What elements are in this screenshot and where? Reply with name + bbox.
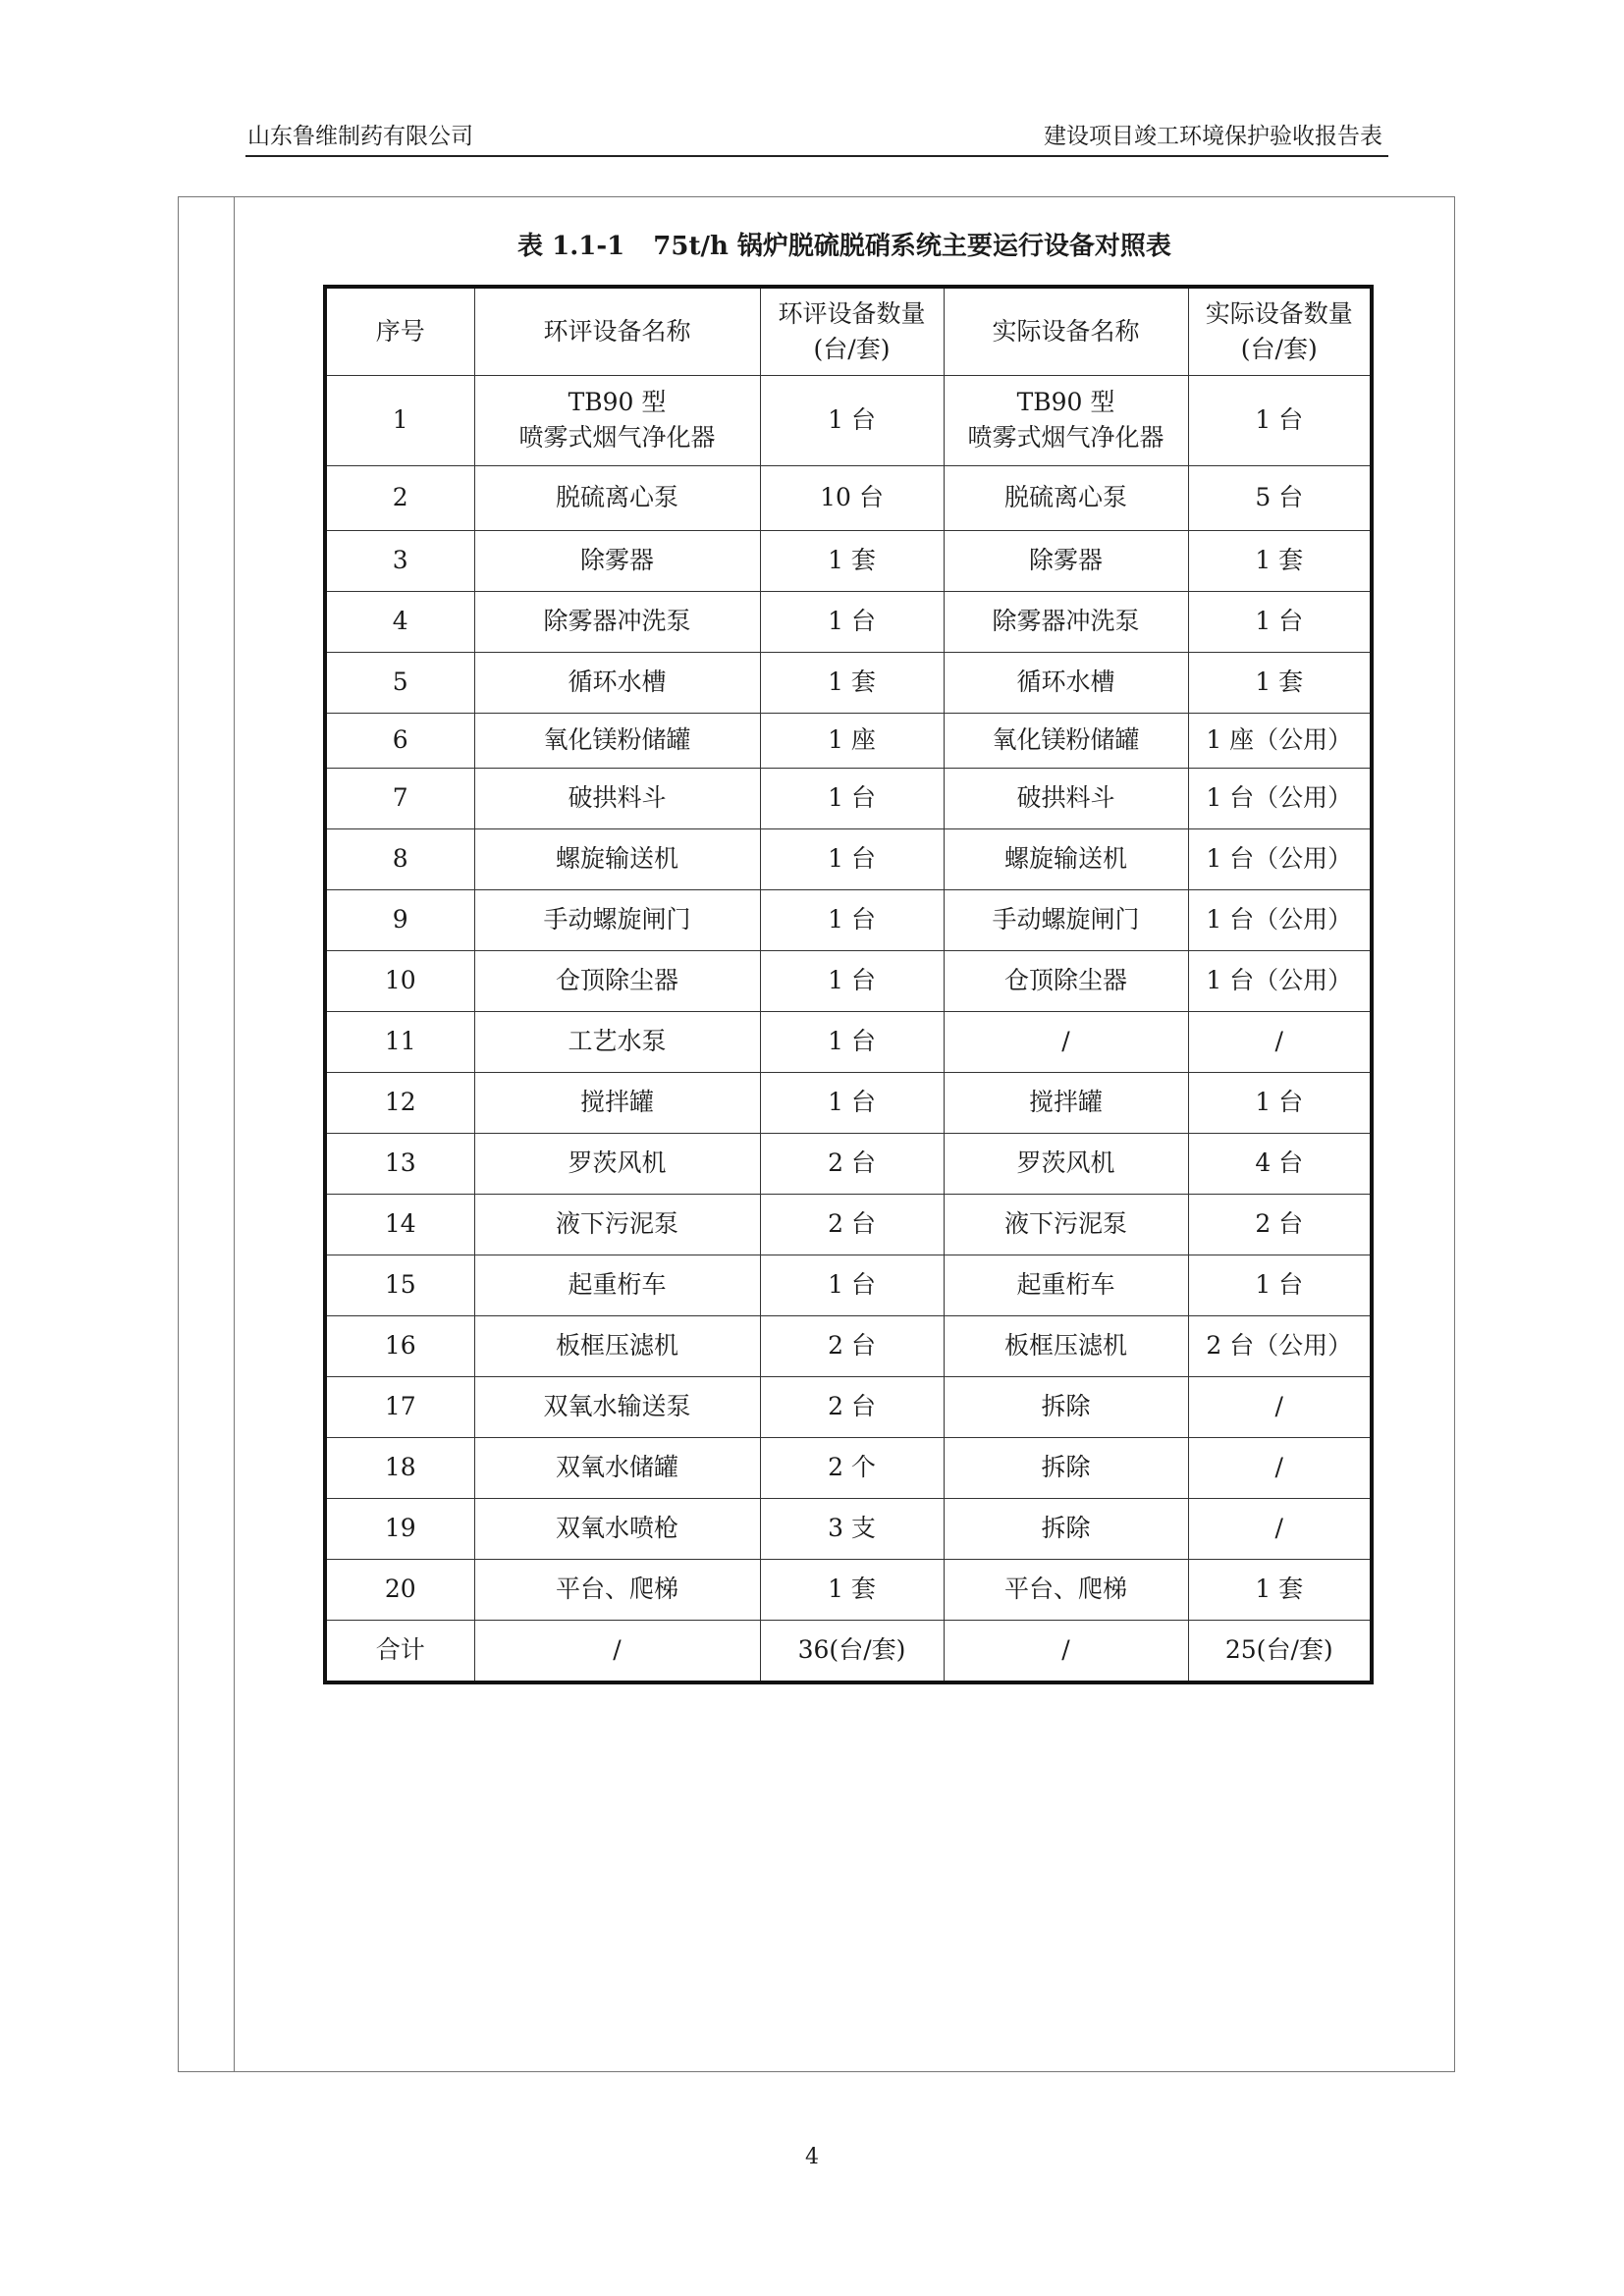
cell-eia-qty: 1 台 <box>760 375 944 465</box>
cell-eia-qty: 1 台 <box>760 1255 944 1315</box>
cell-actual-qty: 1 台 <box>1188 1072 1372 1133</box>
cell-actual-qty: / <box>1188 1437 1372 1498</box>
table-row <box>325 828 1372 889</box>
cell-eia-qty: 1 台 <box>760 950 944 1011</box>
table-row <box>325 1315 1372 1376</box>
page-header <box>245 116 1388 157</box>
company-name: 山东鲁维制药有限公司 <box>247 124 473 149</box>
cell-eia-qty: 1 台 <box>760 889 944 950</box>
cell-eia-qty: 3 支 <box>760 1498 944 1559</box>
table-row <box>325 1498 1372 1559</box>
cell-actual-name: 破拱料斗 <box>944 768 1188 828</box>
cell-no: 20 <box>325 1559 474 1620</box>
cell-actual-qty: / <box>1188 1011 1372 1072</box>
column-header-eia-name: 环评设备名称 <box>474 287 760 375</box>
cell-eia-qty: 2 个 <box>760 1437 944 1498</box>
table-caption-number: 表 1.1-1 <box>517 232 625 261</box>
table-row <box>325 1437 1372 1498</box>
cell-eia-qty: 10 台 <box>760 465 944 530</box>
table-row <box>325 889 1372 950</box>
cell-actual-name: 脱硫离心泵 <box>944 465 1188 530</box>
table-row <box>325 768 1372 828</box>
cell-eia-qty: 2 台 <box>760 1376 944 1437</box>
cell-eia-qty: 1 座 <box>760 713 944 768</box>
table-row <box>325 652 1372 713</box>
cell-eia-name: / <box>474 1620 760 1682</box>
cell-actual-qty: 2 台（公用） <box>1188 1315 1372 1376</box>
cell-actual-qty: 1 台 <box>1188 591 1372 652</box>
cell-eia-name: 液下污泥泵 <box>474 1194 760 1255</box>
cell-eia-name: 罗茨风机 <box>474 1133 760 1194</box>
cell-actual-qty: / <box>1188 1498 1372 1559</box>
cell-no: 8 <box>325 828 474 889</box>
cell-actual-name: 拆除 <box>944 1498 1188 1559</box>
table-caption-text: 75t/h 锅炉脱硫脱硝系统主要运行设备对照表 <box>653 232 1171 261</box>
cell-actual-qty: 1 台（公用） <box>1188 950 1372 1011</box>
cell-eia-name: 除雾器 <box>474 530 760 591</box>
table-row <box>325 591 1372 652</box>
cell-actual-qty: 1 台（公用） <box>1188 768 1372 828</box>
cell-actual-name: 搅拌罐 <box>944 1072 1188 1133</box>
cell-eia-name: 破拱料斗 <box>474 768 760 828</box>
cell-eia-name: 氧化镁粉储罐 <box>474 713 760 768</box>
cell-eia-qty: 36(台/套) <box>760 1620 944 1682</box>
cell-actual-qty: 1 套 <box>1188 652 1372 713</box>
cell-no: 19 <box>325 1498 474 1559</box>
cell-actual-qty: 4 台 <box>1188 1133 1372 1194</box>
table-row <box>325 1133 1372 1194</box>
cell-eia-qty: 1 套 <box>760 530 944 591</box>
cell-actual-name: 螺旋输送机 <box>944 828 1188 889</box>
cell-actual-name: 除雾器冲洗泵 <box>944 591 1188 652</box>
table-row <box>325 465 1372 530</box>
cell-no: 15 <box>325 1255 474 1315</box>
cell-actual-name: 除雾器 <box>944 530 1188 591</box>
cell-actual-name: / <box>944 1620 1188 1682</box>
cell-actual-qty: / <box>1188 1376 1372 1437</box>
cell-actual-name: 罗茨风机 <box>944 1133 1188 1194</box>
cell-no: 18 <box>325 1437 474 1498</box>
cell-no: 合计 <box>325 1620 474 1682</box>
table-row <box>325 1255 1372 1315</box>
cell-actual-qty: 5 台 <box>1188 465 1372 530</box>
cell-actual-qty: 1 台 <box>1188 1255 1372 1315</box>
cell-eia-qty: 1 台 <box>760 828 944 889</box>
column-header-actual-name: 实际设备名称 <box>944 287 1188 375</box>
cell-no: 3 <box>325 530 474 591</box>
table-caption <box>324 226 1365 262</box>
cell-no: 14 <box>325 1194 474 1255</box>
cell-actual-name: 液下污泥泵 <box>944 1194 1188 1255</box>
cell-actual-name: 板框压滤机 <box>944 1315 1188 1376</box>
cell-actual-name: 循环水槽 <box>944 652 1188 713</box>
cell-no: 12 <box>325 1072 474 1133</box>
cell-eia-qty: 1 台 <box>760 591 944 652</box>
cell-actual-name: 拆除 <box>944 1437 1188 1498</box>
table-row <box>325 1011 1372 1072</box>
cell-eia-qty: 1 台 <box>760 1011 944 1072</box>
cell-eia-name: 螺旋输送机 <box>474 828 760 889</box>
cell-eia-name: 平台、爬梯 <box>474 1559 760 1620</box>
cell-no: 11 <box>325 1011 474 1072</box>
cell-eia-name: 手动螺旋闸门 <box>474 889 760 950</box>
cell-no: 4 <box>325 591 474 652</box>
table-row <box>325 1559 1372 1620</box>
cell-eia-name: 板框压滤机 <box>474 1315 760 1376</box>
table-row <box>325 713 1372 768</box>
table-row <box>325 1376 1372 1437</box>
cell-eia-name: TB90 型 喷雾式烟气净化器 <box>474 375 760 465</box>
cell-actual-qty: 1 台 <box>1188 375 1372 465</box>
table-row <box>325 950 1372 1011</box>
cell-no: 2 <box>325 465 474 530</box>
cell-no: 7 <box>325 768 474 828</box>
cell-no: 5 <box>325 652 474 713</box>
cell-actual-name: 拆除 <box>944 1376 1188 1437</box>
cell-actual-qty: 1 套 <box>1188 1559 1372 1620</box>
frame-margin-line <box>234 197 235 2071</box>
cell-eia-qty: 2 台 <box>760 1194 944 1255</box>
table-row <box>325 1620 1372 1682</box>
table-row <box>325 1194 1372 1255</box>
cell-eia-name: 循环水槽 <box>474 652 760 713</box>
cell-eia-name: 起重桁车 <box>474 1255 760 1315</box>
cell-actual-name: 氧化镁粉储罐 <box>944 713 1188 768</box>
cell-eia-name: 搅拌罐 <box>474 1072 760 1133</box>
column-header-no: 序号 <box>325 287 474 375</box>
cell-eia-name: 工艺水泵 <box>474 1011 760 1072</box>
cell-no: 17 <box>325 1376 474 1437</box>
cell-eia-qty: 2 台 <box>760 1315 944 1376</box>
cell-actual-name: TB90 型 喷雾式烟气净化器 <box>944 375 1188 465</box>
cell-no: 1 <box>325 375 474 465</box>
cell-actual-qty: 1 台（公用） <box>1188 889 1372 950</box>
cell-actual-name: 手动螺旋闸门 <box>944 889 1188 950</box>
cell-eia-name: 仓顶除尘器 <box>474 950 760 1011</box>
cell-eia-name: 双氧水喷枪 <box>474 1498 760 1559</box>
page-number: 4 <box>805 2145 819 2169</box>
table-row <box>325 375 1372 465</box>
equipment-comparison-table <box>323 285 1374 1684</box>
cell-actual-name: 仓顶除尘器 <box>944 950 1188 1011</box>
cell-actual-qty: 1 座（公用） <box>1188 713 1372 768</box>
cell-eia-name: 双氧水储罐 <box>474 1437 760 1498</box>
table-header-row <box>325 287 1372 375</box>
cell-actual-name: / <box>944 1011 1188 1072</box>
table-row <box>325 1072 1372 1133</box>
cell-no: 16 <box>325 1315 474 1376</box>
table-body <box>325 375 1372 1682</box>
cell-eia-qty: 1 台 <box>760 768 944 828</box>
cell-actual-qty: 1 台（公用） <box>1188 828 1372 889</box>
cell-eia-name: 除雾器冲洗泵 <box>474 591 760 652</box>
cell-actual-qty: 1 套 <box>1188 530 1372 591</box>
cell-eia-qty: 1 台 <box>760 1072 944 1133</box>
column-header-eia-qty: 环评设备数量 (台/套) <box>760 287 944 375</box>
cell-actual-name: 起重桁车 <box>944 1255 1188 1315</box>
cell-actual-qty: 2 台 <box>1188 1194 1372 1255</box>
cell-no: 6 <box>325 713 474 768</box>
report-title: 建设项目竣工环境保护验收报告表 <box>1044 124 1382 149</box>
table-row <box>325 530 1372 591</box>
cell-no: 9 <box>325 889 474 950</box>
cell-eia-qty: 1 套 <box>760 1559 944 1620</box>
column-header-actual-qty: 实际设备数量 (台/套) <box>1188 287 1372 375</box>
cell-actual-name: 平台、爬梯 <box>944 1559 1188 1620</box>
cell-no: 10 <box>325 950 474 1011</box>
cell-actual-qty: 25(台/套) <box>1188 1620 1372 1682</box>
cell-eia-qty: 1 套 <box>760 652 944 713</box>
cell-no: 13 <box>325 1133 474 1194</box>
cell-eia-qty: 2 台 <box>760 1133 944 1194</box>
cell-eia-name: 脱硫离心泵 <box>474 465 760 530</box>
cell-eia-name: 双氧水输送泵 <box>474 1376 760 1437</box>
